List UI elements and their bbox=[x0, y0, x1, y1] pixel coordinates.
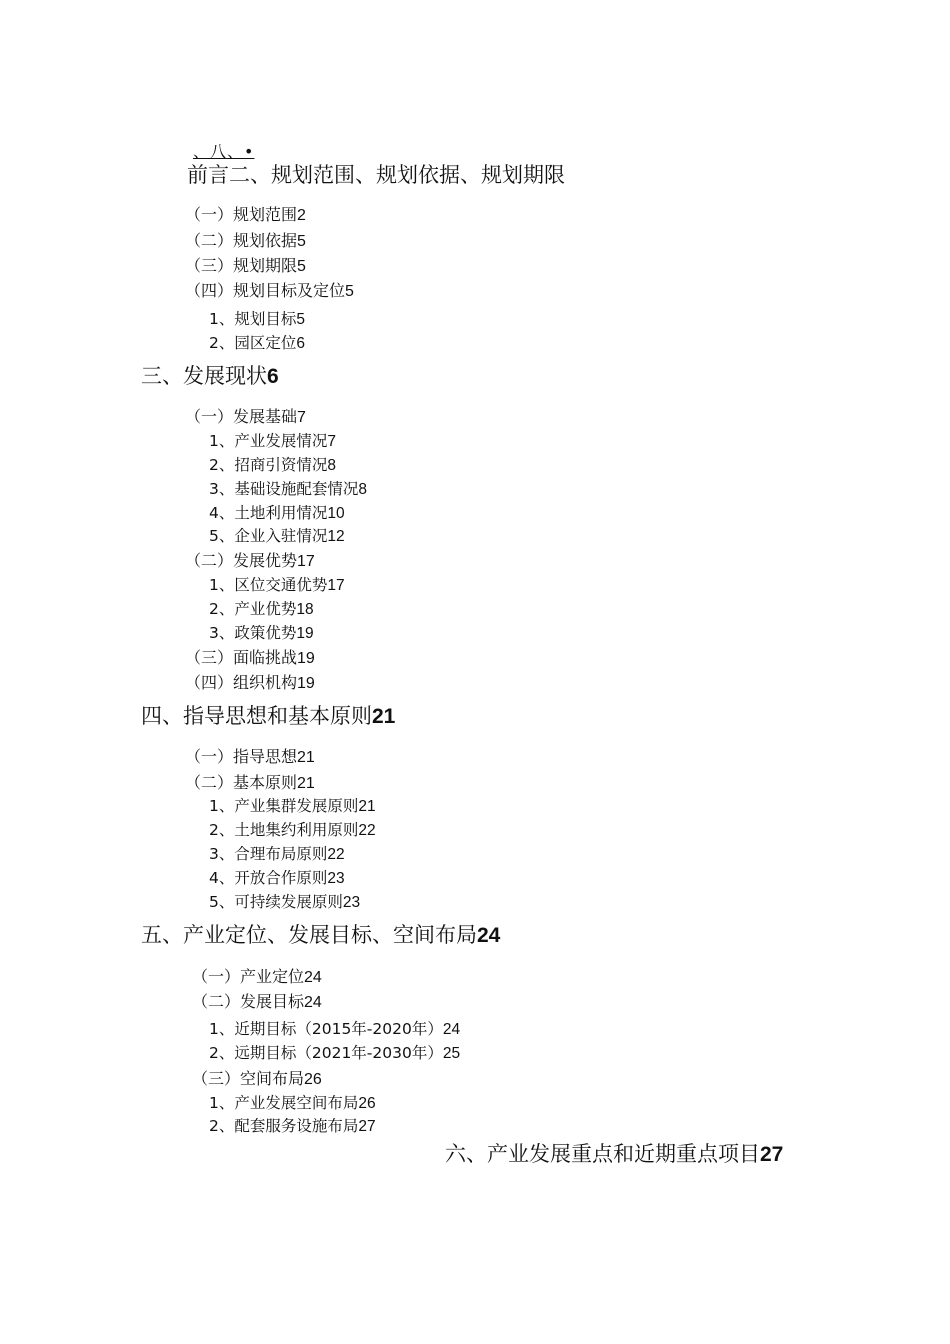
toc-entry-page: 7 bbox=[327, 433, 336, 450]
toc-entry-text: 2、产业优势 bbox=[209, 600, 297, 618]
toc-entry bbox=[209, 312, 305, 328]
toc-entry-text: 3、政策优势 bbox=[209, 624, 297, 642]
toc-entry-page: 27 bbox=[760, 1143, 784, 1166]
toc-entry-text: （一）规划范围 bbox=[185, 205, 298, 224]
toc-entry-text: 2、土地集约利用原则 bbox=[209, 821, 359, 839]
toc-entry-text: 2、园区定位 bbox=[209, 334, 297, 352]
toc-entry bbox=[185, 258, 306, 275]
toc-chapter bbox=[141, 366, 279, 387]
toc-entry bbox=[209, 336, 305, 352]
toc-entry-page: 17 bbox=[297, 553, 315, 570]
toc-entry-text: （四）组织机构 bbox=[185, 673, 298, 692]
toc-entry bbox=[185, 409, 306, 426]
toc-entry-page: 21 bbox=[372, 705, 396, 728]
toc-entry-text: （一）产业定位 bbox=[192, 967, 305, 986]
toc-entry-page: 22 bbox=[358, 822, 376, 839]
toc-entry bbox=[185, 283, 354, 300]
toc-entry bbox=[209, 799, 376, 815]
toc-entry bbox=[185, 553, 315, 570]
toc-entry bbox=[209, 626, 314, 642]
toc-entry-page: 5 bbox=[297, 233, 306, 250]
toc-entry bbox=[209, 847, 345, 863]
toc-entry-page: 5 bbox=[297, 258, 306, 275]
toc-entry-text: 五、产业定位、发展目标、空间布局 bbox=[141, 923, 477, 947]
toc-entry-text: 4、开放合作原则 bbox=[209, 869, 328, 887]
toc-entry-text: 三、发展现状 bbox=[141, 364, 267, 388]
toc-chapter bbox=[445, 1144, 783, 1165]
toc-entry-text: 1、区位交通优势 bbox=[209, 576, 328, 594]
toc-entry-text: 1、规划目标 bbox=[209, 310, 297, 328]
toc-entry bbox=[209, 602, 314, 618]
toc-entry-page: 2 bbox=[297, 207, 306, 224]
toc-entry bbox=[185, 207, 306, 224]
toc-entry-page: 12 bbox=[327, 528, 345, 545]
toc-entry-page: 6 bbox=[267, 365, 279, 388]
toc-entry-text: 3、合理布局原则 bbox=[209, 845, 328, 863]
toc-entry-page: 8 bbox=[327, 457, 336, 474]
toc-entry bbox=[209, 1096, 376, 1112]
toc-entry-page: 26 bbox=[358, 1095, 376, 1112]
toc-entry-text: 2、远期目标（2021年-2030年） bbox=[209, 1044, 443, 1062]
toc-entry-page: 21 bbox=[358, 798, 376, 815]
toc-entry-text: （一）发展基础 bbox=[185, 407, 298, 426]
toc-entry bbox=[192, 1071, 322, 1088]
toc-entry-text: （二）基本原则 bbox=[185, 773, 298, 792]
toc-entry-text: 3、基础设施配套情况 bbox=[209, 480, 359, 498]
toc-entry bbox=[185, 775, 315, 792]
toc-entry-page: 21 bbox=[297, 775, 315, 792]
toc-entry-page: 24 bbox=[442, 1021, 461, 1038]
toc-entry bbox=[209, 434, 336, 450]
toc-entry-page: 6 bbox=[296, 335, 305, 352]
toc-entry bbox=[209, 578, 345, 594]
toc-entry-text: 1、产业发展情况 bbox=[209, 432, 328, 450]
toc-entry-page: 27 bbox=[358, 1118, 376, 1135]
toc-entry-page: 5 bbox=[345, 283, 354, 300]
toc-entry bbox=[192, 969, 322, 986]
toc-entry-text: （三）规划期限 bbox=[185, 256, 298, 275]
toc-entry bbox=[209, 871, 345, 887]
toc-entry-text: 5、企业入驻情况 bbox=[209, 527, 328, 545]
toc-entry-page: 8 bbox=[358, 481, 367, 498]
toc-entry-page: 19 bbox=[296, 625, 314, 642]
toc-entry-page: 7 bbox=[297, 409, 306, 426]
toc-chapter bbox=[141, 706, 395, 727]
toc-entry-text: （三）面临挑战 bbox=[185, 648, 298, 667]
toc-entry bbox=[209, 1119, 376, 1135]
toc-entry bbox=[209, 1046, 460, 1062]
toc-entry-text: 1、近期目标（2015年-2020年） bbox=[209, 1020, 443, 1038]
toc-entry-text: 2、配套服务设施布局 bbox=[209, 1117, 359, 1135]
toc-entry bbox=[192, 994, 322, 1011]
toc-entry bbox=[185, 675, 315, 692]
toc-entry bbox=[185, 650, 315, 667]
toc-entry-text: （二）发展目标 bbox=[192, 992, 305, 1011]
toc-entry bbox=[209, 458, 336, 474]
toc-entry-text: 前言二、规划范围、规划依据、规划期限 bbox=[187, 163, 565, 187]
toc-entry-text: 1、产业发展空间布局 bbox=[209, 1094, 359, 1112]
toc-entry bbox=[209, 823, 376, 839]
toc-chapter bbox=[141, 925, 500, 946]
toc-entry-page: 5 bbox=[296, 311, 305, 328]
toc-entry-text: 1、产业集群发展原则 bbox=[209, 797, 359, 815]
toc-entry-preface bbox=[187, 165, 565, 186]
toc-entry-page: 24 bbox=[304, 994, 322, 1011]
toc-entry-text: （一）指导思想 bbox=[185, 747, 298, 766]
toc-entry-page: 10 bbox=[327, 505, 345, 522]
toc-entry-page: 23 bbox=[327, 870, 345, 887]
toc-entry-text: （四）规划目标及定位 bbox=[185, 281, 346, 300]
toc-entry-page: 19 bbox=[297, 650, 315, 667]
toc-entry-text: （二）规划依据 bbox=[185, 231, 298, 250]
toc-entry-page: 17 bbox=[327, 577, 345, 594]
toc-entry-text: 四、指导思想和基本原则 bbox=[141, 704, 372, 728]
toc-entry-page: 25 bbox=[442, 1045, 461, 1062]
toc-entry-page: 22 bbox=[327, 846, 345, 863]
toc-entry-text: 2、招商引资情况 bbox=[209, 456, 328, 474]
toc-entry-text: 六、产业发展重点和近期重点项目 bbox=[445, 1142, 760, 1166]
toc-entry-text: （二）发展优势 bbox=[185, 551, 298, 570]
toc-entry-page: 19 bbox=[297, 675, 315, 692]
header-mark: 、八、• bbox=[193, 142, 255, 161]
toc-entry-page: 24 bbox=[304, 969, 322, 986]
toc-entry bbox=[185, 233, 306, 250]
toc-entry bbox=[209, 482, 367, 498]
toc-entry-page: 26 bbox=[304, 1071, 322, 1088]
toc-entry-page: 24 bbox=[477, 924, 501, 947]
toc-entry-page: 18 bbox=[296, 601, 314, 618]
toc-entry bbox=[185, 749, 315, 766]
toc-entry bbox=[209, 1022, 460, 1038]
toc-entry bbox=[209, 895, 360, 911]
toc-entry-page: 23 bbox=[342, 894, 361, 911]
toc-entry bbox=[209, 506, 345, 522]
toc-entry bbox=[209, 529, 345, 545]
toc-entry-text: 4、土地利用情况 bbox=[209, 504, 328, 522]
toc-entry-page: 21 bbox=[297, 749, 315, 766]
toc-entry-text: 5、可持续发展原则 bbox=[209, 893, 343, 911]
toc-entry-text: （三）空间布局 bbox=[192, 1069, 305, 1088]
